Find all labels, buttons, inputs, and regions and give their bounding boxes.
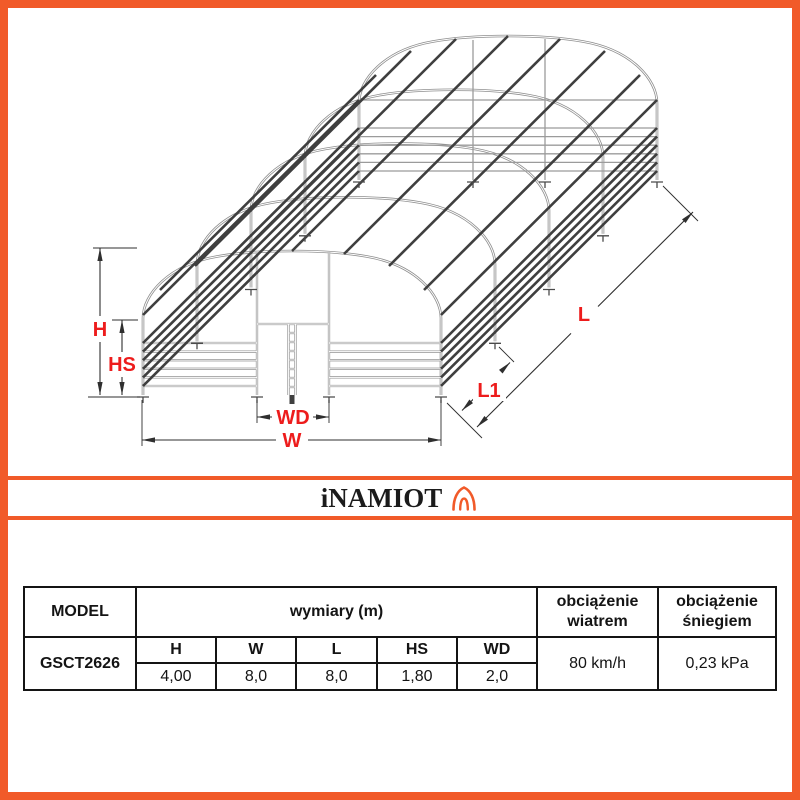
dimension-lines [97,212,693,443]
header-snow-load: obciążenie śniegiem [658,587,776,637]
value-w: 8,0 [216,663,296,690]
snow-value: 0,23 kPa [658,637,776,690]
door-ground-anchor [290,395,295,404]
arch-frames [143,36,657,395]
dim-label-hs: HS [108,354,136,376]
spec-table-section [8,520,792,792]
value-l: 8,0 [296,663,377,690]
col-h: H [136,637,216,663]
model-value: GSCT2626 [24,637,136,690]
dim-label-l: L [577,304,591,326]
value-wd: 2,0 [457,663,537,690]
col-hs: HS [377,637,457,663]
tent-icon [449,483,479,513]
structure-diagram [8,8,792,476]
dim-label-wd: WD [276,407,310,429]
diagram-section [8,8,792,476]
header-dimensions: wymiary (m) [136,587,537,637]
value-h: 4,00 [136,663,216,690]
spec-table [23,586,777,691]
col-l: L [296,637,377,663]
header-wind-load: obciążenie wiatrem [537,587,658,637]
purlins-and-side-rails [143,36,657,386]
col-w: W [216,637,296,663]
dim-label-w: W [282,430,302,452]
value-hs: 1,80 [377,663,457,690]
wind-value: 80 km/h [537,637,658,690]
header-model: MODEL [24,587,136,637]
brand-logo-text: iNAMIOT [320,482,443,513]
col-wd: WD [457,637,537,663]
dim-label-h: H [92,319,108,341]
logo-band [8,480,792,516]
dim-label-l1: L1 [477,380,501,402]
